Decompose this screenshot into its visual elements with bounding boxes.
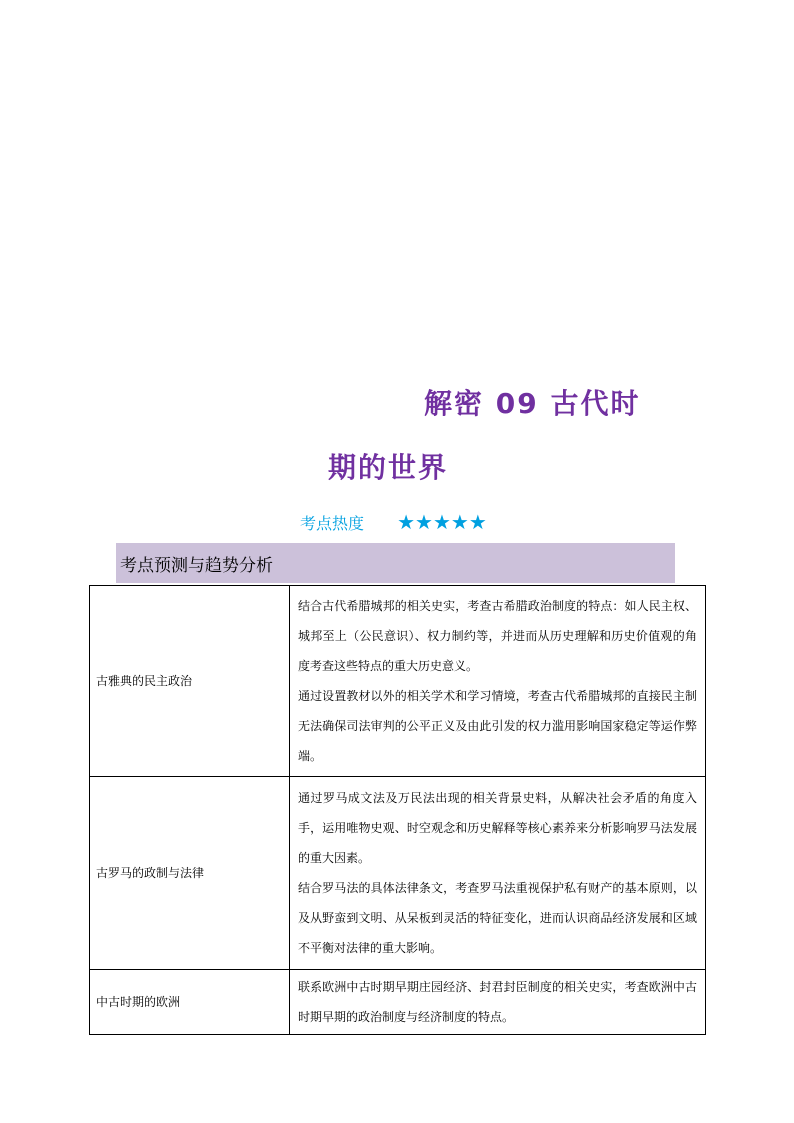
- section-heading: 考点预测与趋势分析: [120, 556, 273, 576]
- exam-heat-row: [300, 510, 487, 534]
- analysis-table: [89, 585, 706, 1035]
- table-row: [90, 586, 706, 777]
- content-paragraph: 联系欧洲中古时期早期庄园经济、封君封臣制度的相关史实，考查欧洲中古时期早期的政治制度与经济制度的特点。: [298, 980, 697, 1024]
- section-heading-bar: [116, 543, 675, 583]
- exam-heat-label: 考点热度: [300, 514, 365, 533]
- content-cell: [290, 777, 706, 970]
- heat-stars-icon: ★★★★★: [397, 510, 487, 534]
- topic-cell: 古雅典的民主政治: [90, 586, 290, 777]
- content-paragraph: 结合罗马法的具体法律条文，考查罗马法重视保护私有财产的基本原则，以及从野蛮到文明、从呆板到灵活的特征变化，进而认识商品经济发展和区域不平衡对法律的重大影响。: [298, 881, 697, 955]
- page-title-line1: 解密 09 古代时: [424, 387, 641, 420]
- table-row: [90, 777, 706, 970]
- table-row: [90, 970, 706, 1035]
- content-paragraph: 通过罗马成文法及万民法出现的相关背景史料，从解决社会矛盾的角度入手，运用唯物史观、时空观念和历史解释等核心素养来分析影响罗马法发展的重大因素。: [298, 791, 697, 865]
- topic-cell: 古罗马的政制与法律: [90, 777, 290, 970]
- page-title-line2: 期的世界: [328, 451, 449, 484]
- content-cell: [290, 970, 706, 1035]
- content-paragraph: 结合古代希腊城邦的相关史实，考查古希腊政治制度的特点：如人民主权、城邦至上（公民意识）、权力制约等，并进而从历史理解和历史价值观的角度考查这些特点的重大历史意义。: [298, 599, 697, 673]
- topic-cell: 中古时期的欧洲: [90, 970, 290, 1035]
- content-paragraph: 通过设置教材以外的相关学术和学习情境，考查古代希腊城邦的直接民主制无法确保司法审判的公平正义及由此引发的权力滥用影响国家稳定等运作弊端。: [298, 689, 697, 763]
- content-cell: [290, 586, 706, 777]
